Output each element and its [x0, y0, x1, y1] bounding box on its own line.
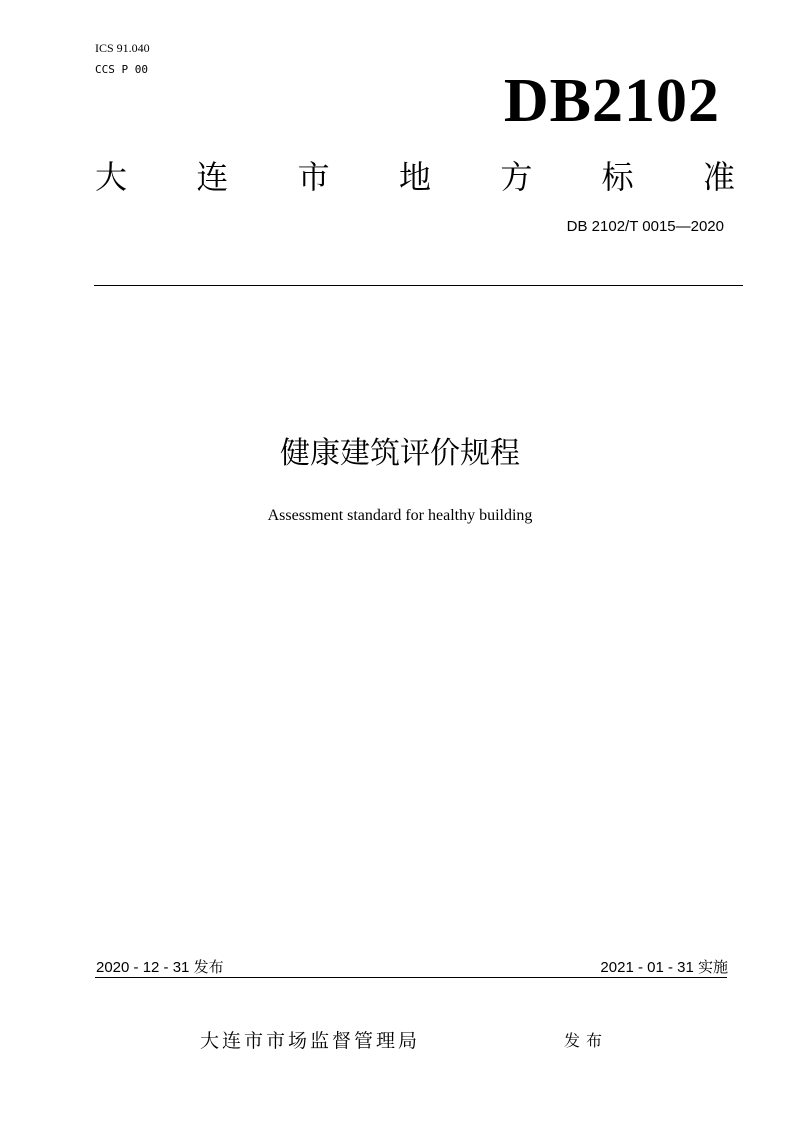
publish-label: 发布	[564, 1031, 609, 1050]
standard-type-char: 大	[95, 158, 128, 196]
standard-code-heading: DB2102	[503, 67, 720, 135]
issuing-authority: 大连市市场监督管理局	[200, 1030, 421, 1052]
document-title-english: Assessment standard for healthy building	[267, 507, 533, 524]
standard-type-char: 方	[500, 158, 533, 196]
document-title-chinese: 健康建筑评价规程	[280, 436, 520, 471]
header-divider	[94, 285, 743, 286]
standard-type-char: 准	[702, 158, 735, 196]
publish-date: 2020 - 12 - 31 发布	[96, 959, 224, 976]
footer-divider	[95, 977, 727, 978]
standard-type-heading	[95, 155, 735, 199]
effective-date: 2021 - 01 - 31 实施	[600, 959, 728, 976]
ics-code: ICS 91.040	[95, 41, 150, 55]
standard-type-char: 市	[297, 158, 330, 196]
standard-type-char: 连	[196, 158, 229, 196]
ccs-code: CCS P 00	[95, 63, 148, 76]
standard-number: DB 2102/T 0015—2020	[566, 218, 724, 235]
standard-type-char: 地	[398, 158, 431, 196]
standard-type-char: 标	[601, 158, 634, 196]
